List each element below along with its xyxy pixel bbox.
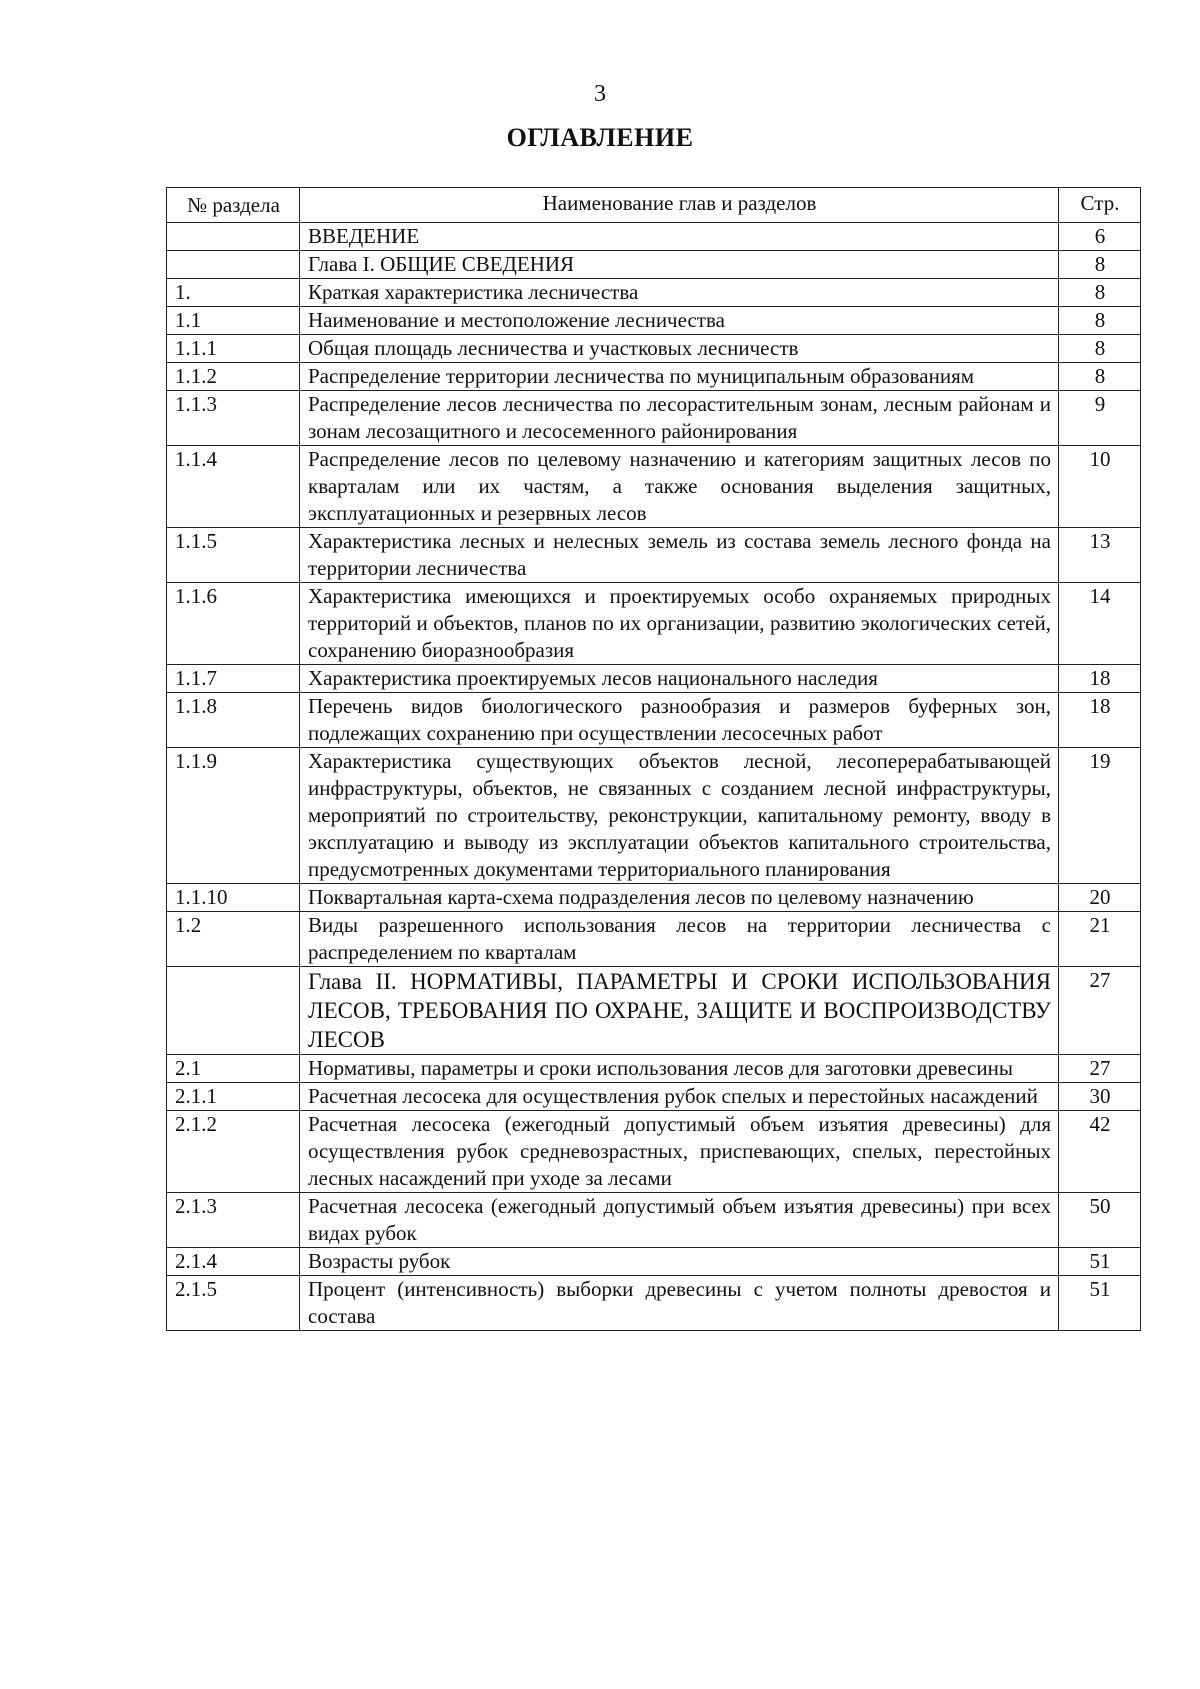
- toc-body: [167, 188, 1141, 1331]
- toc-row: [167, 1248, 1141, 1276]
- section-number: [167, 251, 300, 279]
- toc-header-row: [167, 188, 1141, 223]
- page-number-cell: 20: [1059, 884, 1141, 912]
- page-number-cell: 8: [1059, 335, 1141, 363]
- section-number: 2.1.1: [167, 1083, 300, 1111]
- toc-row: [167, 1055, 1141, 1083]
- section-title: Характеристика существующих объектов лесной, лесоперерабатывающей инфраструктуры, объектов, не связанных с созданием лесной инфраструктуры, мероприятий по строительству, реконструкции, капитальному ремонту, вводу в эксплуатацию и выводу из эксплуатации объектов капитального строительства, предусмотренных документами территориального планирования: [300, 748, 1059, 884]
- toc-row: [167, 223, 1141, 251]
- section-title: Наименование и местоположение лесничества: [300, 307, 1059, 335]
- header-page: Стр.: [1059, 188, 1141, 223]
- section-number: 1.2: [167, 912, 300, 967]
- toc-row: [167, 446, 1141, 528]
- section-title: Расчетная лесосека (ежегодный допустимый объем изъятия древесины) при всех видах рубок: [300, 1193, 1059, 1248]
- toc-row: [167, 884, 1141, 912]
- section-number: [167, 967, 300, 1055]
- page-title: ОГЛАВЛЕНИЕ: [506, 123, 694, 152]
- toc-row: [167, 1083, 1141, 1111]
- page-number-cell: 14: [1059, 583, 1141, 665]
- section-title: Виды разрешенного использования лесов на территории лесничества с распределением по кварталам: [300, 912, 1059, 967]
- page-number-cell: 42: [1059, 1111, 1141, 1193]
- section-title: Глава I. ОБЩИЕ СВЕДЕНИЯ: [300, 251, 1059, 279]
- toc-row: [167, 1276, 1141, 1331]
- section-title: Общая площадь лесничества и участковых лесничеств: [300, 335, 1059, 363]
- toc-row: [167, 335, 1141, 363]
- section-title: Распределение лесов лесничества по лесорастительным зонам, лесным районам и зонам лесозащитного и лесосеменного районирования: [300, 391, 1059, 446]
- toc-table: [166, 187, 1141, 1331]
- section-number: 1.1.6: [167, 583, 300, 665]
- section-title: Глава II. НОРМАТИВЫ, ПАРАМЕТРЫ И СРОКИ ИСПОЛЬЗОВАНИЯ ЛЕСОВ, ТРЕБОВАНИЯ ПО ОХРАНЕ, ЗАЩИТЕ И ВОСПРОИЗВОДСТВУ ЛЕСОВ: [300, 967, 1059, 1055]
- toc-row: [167, 1111, 1141, 1193]
- section-title: Распределение лесов по целевому назначению и категориям защитных лесов по кварталам или их частям, а также основания выделения защитных, эксплуатационных и резервных лесов: [300, 446, 1059, 528]
- toc-row: [167, 967, 1141, 1055]
- page-number-cell: 30: [1059, 1083, 1141, 1111]
- section-title: Процент (интенсивность) выборки древесины с учетом полноты древостоя и состава: [300, 1276, 1059, 1331]
- page-number-cell: 8: [1059, 363, 1141, 391]
- page-number-cell: 27: [1059, 1055, 1141, 1083]
- toc-row: [167, 1193, 1141, 1248]
- section-title: Характеристика проектируемых лесов национального наследия: [300, 665, 1059, 693]
- page-number-cell: 18: [1059, 693, 1141, 748]
- section-number: 2.1.5: [167, 1276, 300, 1331]
- toc-row: [167, 693, 1141, 748]
- section-number: 1.1.5: [167, 528, 300, 583]
- toc-row: [167, 748, 1141, 884]
- page-number: 3: [594, 81, 606, 107]
- page-number-cell: 6: [1059, 223, 1141, 251]
- page-number-cell: 8: [1059, 279, 1141, 307]
- section-number: 1.: [167, 279, 300, 307]
- section-title: Краткая характеристика лесничества: [300, 279, 1059, 307]
- section-number: 2.1: [167, 1055, 300, 1083]
- page-number-cell: 50: [1059, 1193, 1141, 1248]
- section-number: 1.1.4: [167, 446, 300, 528]
- toc-row: [167, 307, 1141, 335]
- page-number-cell: 51: [1059, 1276, 1141, 1331]
- toc-row: [167, 528, 1141, 583]
- page-number-cell: 19: [1059, 748, 1141, 884]
- page-number-cell: 18: [1059, 665, 1141, 693]
- toc-row: [167, 391, 1141, 446]
- section-number: 1.1.10: [167, 884, 300, 912]
- header-section-number: № раздела: [167, 188, 300, 223]
- toc-row: [167, 665, 1141, 693]
- section-number: [167, 223, 300, 251]
- section-title: Характеристика лесных и нелесных земель из состава земель лесного фонда на территории лесничества: [300, 528, 1059, 583]
- section-title: Перечень видов биологического разнообразия и размеров буферных зон, подлежащих сохранению при осуществлении лесосечных работ: [300, 693, 1059, 748]
- page-number-cell: 51: [1059, 1248, 1141, 1276]
- section-number: 1.1.3: [167, 391, 300, 446]
- section-title: Характеристика имеющихся и проектируемых особо охраняемых природных территорий и объектов, планов по их организации, развитию экологических сетей, сохранению биоразнообразия: [300, 583, 1059, 665]
- section-number: 1.1.1: [167, 335, 300, 363]
- toc-row: [167, 583, 1141, 665]
- section-title: Нормативы, параметры и сроки использования лесов для заготовки древесины: [300, 1055, 1059, 1083]
- toc-row: [167, 279, 1141, 307]
- section-number: 1.1.7: [167, 665, 300, 693]
- section-number: 2.1.3: [167, 1193, 300, 1248]
- section-title: Возрасты рубок: [300, 1248, 1059, 1276]
- header-section-name: Наименование глав и разделов: [300, 188, 1059, 223]
- page-number-cell: 8: [1059, 251, 1141, 279]
- section-title: Распределение территории лесничества по муниципальным образованиям: [300, 363, 1059, 391]
- section-number: 1.1.8: [167, 693, 300, 748]
- page-number-cell: 27: [1059, 967, 1141, 1055]
- page-number-cell: 21: [1059, 912, 1141, 967]
- page-number-cell: 13: [1059, 528, 1141, 583]
- toc-row: [167, 363, 1141, 391]
- section-title: Поквартальная карта-схема подразделения лесов по целевому назначению: [300, 884, 1059, 912]
- page-number-cell: 8: [1059, 307, 1141, 335]
- page-number-cell: 10: [1059, 446, 1141, 528]
- section-number: 1.1.2: [167, 363, 300, 391]
- section-title: Расчетная лесосека (ежегодный допустимый объем изъятия древесины) для осуществления рубок средневозрастных, приспевающих, спелых, перестойных лесных насаждений при уходе за лесами: [300, 1111, 1059, 1193]
- section-title: Расчетная лесосека для осуществления рубок спелых и перестойных насаждений: [300, 1083, 1059, 1111]
- section-title: ВВЕДЕНИЕ: [300, 223, 1059, 251]
- section-number: 1.1.9: [167, 748, 300, 884]
- toc-row: [167, 251, 1141, 279]
- page-number-cell: 9: [1059, 391, 1141, 446]
- toc-row: [167, 912, 1141, 967]
- section-number: 1.1: [167, 307, 300, 335]
- section-number: 2.1.4: [167, 1248, 300, 1276]
- section-number: 2.1.2: [167, 1111, 300, 1193]
